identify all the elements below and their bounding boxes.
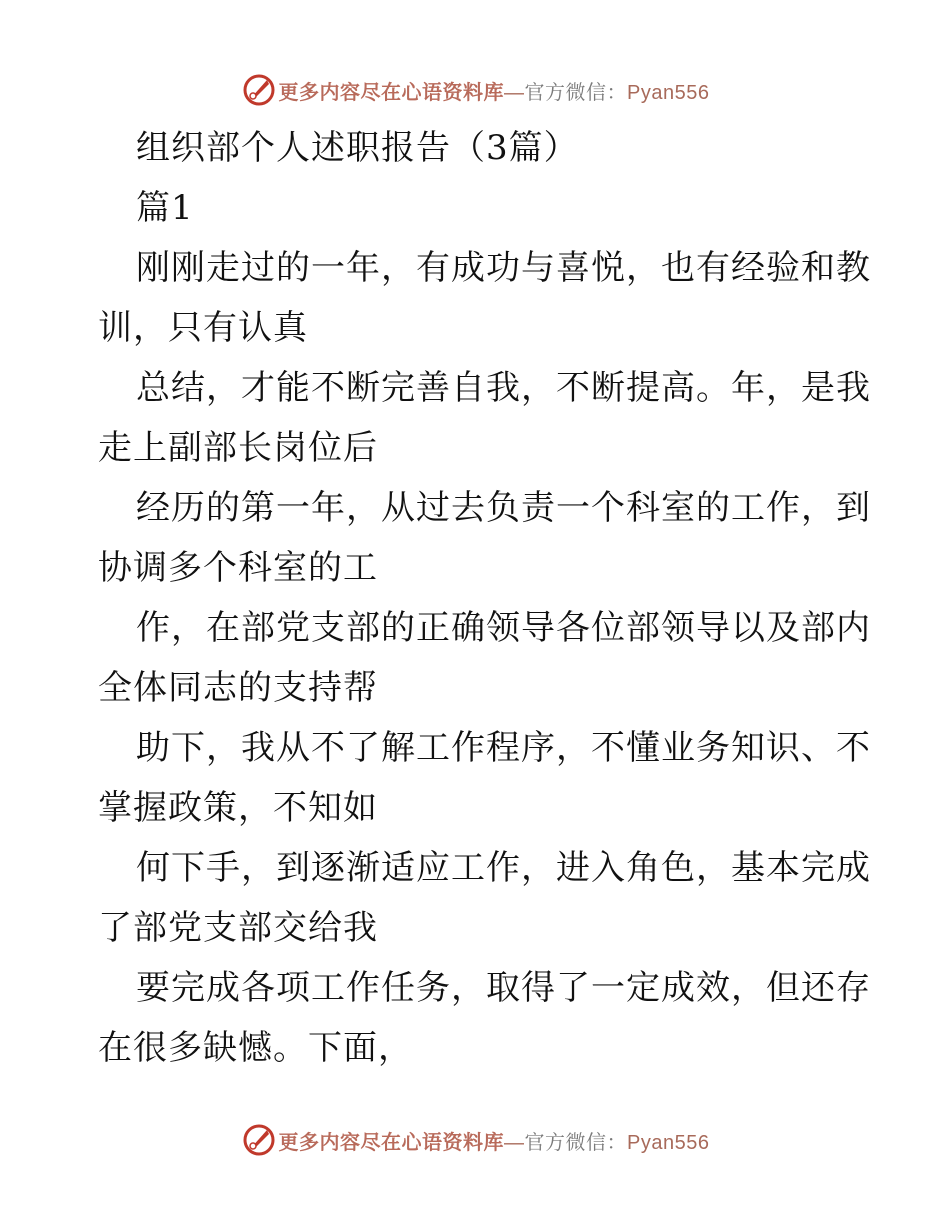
- paragraph-line: 何下手，到逐渐适应工作，进入角色，基本完成: [136, 848, 871, 888]
- header-banner-wechat-id: Pyan556: [627, 81, 710, 104]
- header-banner-label: 官方微信：: [524, 81, 628, 104]
- footer-banner-main: 更多内容尽在心语资料库: [278, 1131, 505, 1154]
- header-banner-dash: —: [504, 81, 525, 104]
- header-banner: [0, 70, 950, 110]
- paragraph-line: 在很多缺憾。下面，: [98, 1028, 413, 1068]
- footer-banner-dash: —: [504, 1131, 525, 1154]
- paragraph-line: 走上副部长岗位后: [98, 428, 378, 468]
- quill-pen-logo-icon: [241, 1122, 277, 1158]
- paragraph-line: 掌握政策，不知如: [98, 788, 378, 828]
- footer-banner-text: [279, 1126, 710, 1155]
- document-title: 组织部个人述职报告（3篇）: [136, 128, 579, 168]
- document-body: [98, 118, 871, 1078]
- section-heading: 篇1: [136, 188, 194, 228]
- paragraph-line: 作，在部党支部的正确领导各位部领导以及部内: [136, 608, 871, 648]
- paragraph-line: 刚刚走过的一年，有成功与喜悦，也有经验和教: [136, 248, 871, 288]
- paragraph-line: 助下，我从不了解工作程序，不懂业务知识、不: [136, 728, 871, 768]
- paragraph-line: 全体同志的支持帮: [98, 668, 378, 708]
- paragraph-line: 协调多个科室的工: [98, 548, 378, 588]
- paragraph-line: 训，只有认真: [98, 308, 308, 348]
- paragraph-line: 总结，才能不断完善自我，不断提高。年，是我: [136, 368, 871, 408]
- paragraph-line: 了部党支部交给我: [98, 908, 378, 948]
- quill-pen-logo-icon: [241, 72, 277, 108]
- footer-banner-label: 官方微信：: [524, 1131, 628, 1154]
- header-banner-text: [279, 76, 710, 105]
- footer-banner-wechat-id: Pyan556: [627, 1131, 710, 1154]
- header-banner-main: 更多内容尽在心语资料库: [278, 81, 505, 104]
- paragraph-line: 要完成各项工作任务，取得了一定成效，但还存: [136, 968, 871, 1008]
- footer-banner: [0, 1120, 950, 1160]
- paragraph-line: 经历的第一年，从过去负责一个科室的工作，到: [136, 488, 871, 528]
